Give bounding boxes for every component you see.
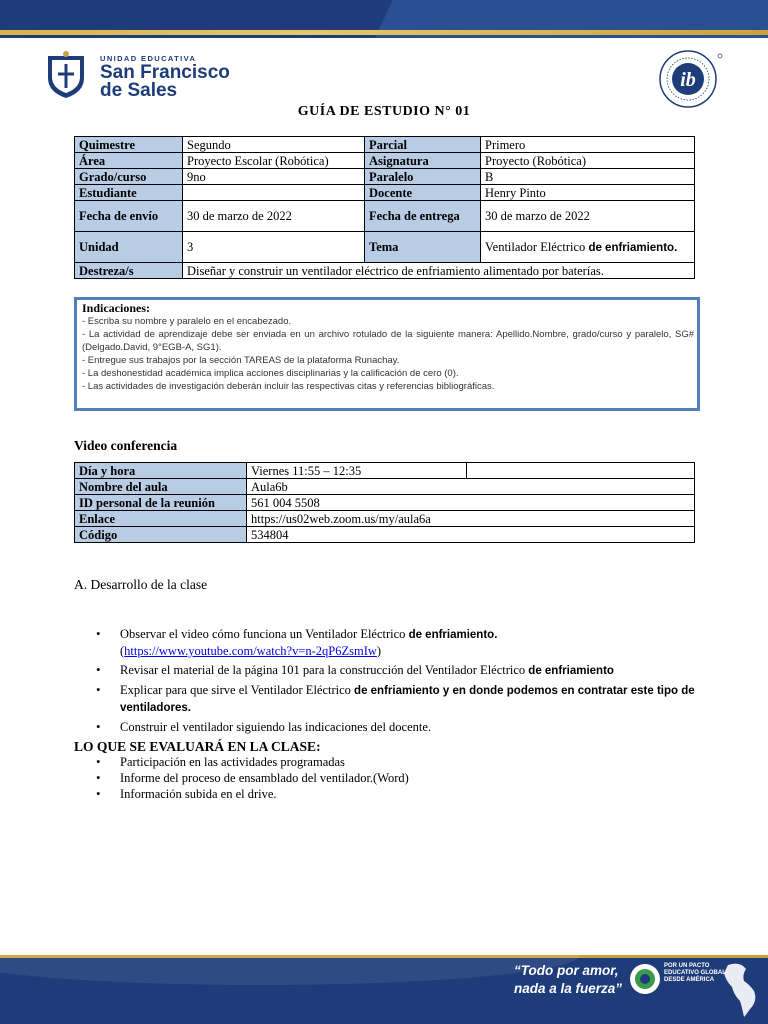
document-title: GUÍA DE ESTUDIO N° 01 [297, 104, 471, 119]
id-value: 561 004 5508 [247, 495, 695, 511]
ib-logo [656, 48, 726, 110]
grado-label: Grado/curso [75, 169, 183, 185]
entrega-value: 30 de marzo de 2022 [481, 201, 695, 232]
destreza-label: Destreza/s [75, 263, 183, 279]
indicacion-item: - La actividad de aprendizaje debe ser enviada en un archivo rotulado de la siguiente manera: Apellido.Nombre, grado/curso y paralelo, SG# (Delgado.David, 9°EGB-A, SG1). [82, 329, 694, 353]
asignatura-label: Asignatura [365, 153, 481, 169]
indicacion-item: - Las actividades de investigación deberán incluir las respectivas citas y referencias bibliográficas. [82, 381, 495, 392]
table-row [75, 153, 695, 169]
pacto-line3: DESDE AMÉRICA [664, 977, 715, 983]
link-paren-close: ) [376, 644, 382, 658]
desarrollo-list [74, 626, 704, 735]
aula-value: Aula6b [247, 479, 695, 495]
table-row [75, 169, 695, 185]
indicaciones-box [74, 297, 700, 411]
desarrollo-item-bold: de enfriamiento [528, 665, 614, 677]
dia-label: Día y hora [75, 463, 247, 479]
pacto-logo-icon [628, 962, 662, 996]
area-label: Área [75, 153, 183, 169]
top-banner [0, 0, 768, 38]
list-item: • Informe del proceso de ensamblado del ventilador.(Word) [74, 770, 704, 786]
video-heading: Video conferencia [74, 438, 178, 453]
list-item: • Información subida en el drive. [74, 786, 704, 802]
indicacion-item: - Escriba su nombre y paralelo en el encabezado. [82, 316, 292, 327]
list-item: • Participación en las actividades programadas [74, 754, 704, 770]
table-row [75, 527, 695, 543]
desarrollo-item-text: Revisar el material de la página 101 para la construcción del Ventilador Eléctrico [120, 663, 529, 677]
desarrollo-item-bold: de enfriamiento. [408, 629, 498, 641]
list-item [74, 626, 704, 659]
codigo-label: Código [75, 527, 247, 543]
indicacion-item: - Entregue sus trabajos por la sección TAREAS de la plataforma Runachay. [82, 355, 400, 366]
enlace-label: Enlace [75, 511, 247, 527]
banner-gold-stripe [0, 30, 768, 35]
ib-seal-icon [656, 48, 726, 110]
indicaciones-heading: Indicaciones: [82, 301, 151, 315]
americas-map-icon [720, 961, 764, 1019]
desarrollo-item-text: Explicar para que sirve el Ventilador Eléctrico [120, 683, 355, 697]
footer-wave [0, 955, 580, 985]
estudiante-value [183, 185, 365, 201]
school-small-label: UNIDAD EDUCATIVA [100, 54, 197, 63]
table-row [75, 263, 695, 279]
pacto-text [664, 963, 726, 984]
unidad-value: 3 [183, 232, 365, 263]
evaluara-list [74, 754, 704, 802]
paralelo-value: B [481, 169, 695, 185]
evaluara-heading: LO QUE SE EVALUARÁ EN LA CLASE: [74, 739, 321, 754]
tema-value-main: Ventilador Eléctrico [485, 239, 589, 254]
entrega-label: Fecha de entrega [365, 201, 481, 232]
parcial-label: Parcial [365, 137, 481, 153]
dia-value: Viernes 11:55 – 12:35 [247, 463, 467, 479]
footer-quote [514, 962, 622, 998]
list-item [74, 682, 704, 716]
empty-cell [467, 463, 695, 479]
ib-mark: ib [680, 69, 696, 91]
aula-label: Nombre del aula [75, 479, 247, 495]
tema-value [481, 232, 695, 263]
paralelo-label: Paralelo [365, 169, 481, 185]
docente-value: Henry Pinto [481, 185, 695, 201]
docente-label: Docente [365, 185, 481, 201]
table-row [75, 232, 695, 263]
list-item [74, 662, 704, 679]
envio-label: Fecha de envío [75, 201, 183, 232]
quote-line2: nada a la fuerza” [514, 981, 623, 996]
table-row [75, 201, 695, 232]
unidad-label: Unidad [75, 232, 183, 263]
quimestre-value: Segundo [183, 137, 365, 153]
quimestre-label: Quimestre [75, 137, 183, 153]
table-row [75, 495, 695, 511]
desarrollo-item-text: Construir el ventilador siguiendo las indicaciones del docente. [120, 720, 432, 734]
desarrollo-item-bold: de enfriamiento y en donde podemos en contratar este tipo de ventiladores. [120, 685, 695, 714]
estudiante-label: Estudiante [75, 185, 183, 201]
video-table [74, 462, 695, 543]
area-value: Proyecto Escolar (Robótica) [183, 153, 365, 169]
info-table [74, 136, 695, 279]
table-row [75, 185, 695, 201]
school-name-line1: San Francisco [100, 62, 230, 83]
quote-line1: “Todo por amor, [514, 963, 619, 978]
list-item [74, 719, 704, 735]
desarrollo-heading: A. Desarrollo de la clase [74, 577, 208, 592]
indicacion-item: - La deshonestidad académica implica acciones disciplinarias y la calificación de cero (0). [82, 368, 459, 379]
youtube-link[interactable]: https://www.youtube.com/watch?v=n-2qP6ZsmIw [124, 644, 377, 658]
envio-value: 30 de marzo de 2022 [183, 201, 365, 232]
table-row [75, 137, 695, 153]
codigo-value: 534804 [247, 527, 695, 543]
table-row [75, 479, 695, 495]
destreza-value: Diseñar y construir un ventilador eléctrico de enfriamiento alimentado por baterías. [183, 263, 695, 279]
school-name-line2: de Sales [100, 80, 178, 101]
link-paren-open: ( [120, 644, 125, 658]
pacto-line2: EDUCATIVO GLOBAL [664, 970, 726, 976]
grado-value: 9no [183, 169, 365, 185]
pacto-line1: POR UN PACTO [664, 963, 710, 969]
crest-icon [44, 50, 88, 100]
tema-value-bold: de enfriamiento. [588, 241, 678, 254]
asignatura-value: Proyecto (Robótica) [481, 153, 695, 169]
parcial-value: Primero [481, 137, 695, 153]
desarrollo-item-text: Observar el video cómo funciona un Ventilador Eléctrico [120, 627, 409, 641]
enlace-value[interactable]: https://us02web.zoom.us/my/aula6a [247, 511, 695, 527]
table-row [75, 511, 695, 527]
table-row [75, 463, 695, 479]
tema-label: Tema [365, 232, 481, 263]
id-label: ID personal de la reunión [75, 495, 247, 511]
school-logo [44, 48, 230, 106]
